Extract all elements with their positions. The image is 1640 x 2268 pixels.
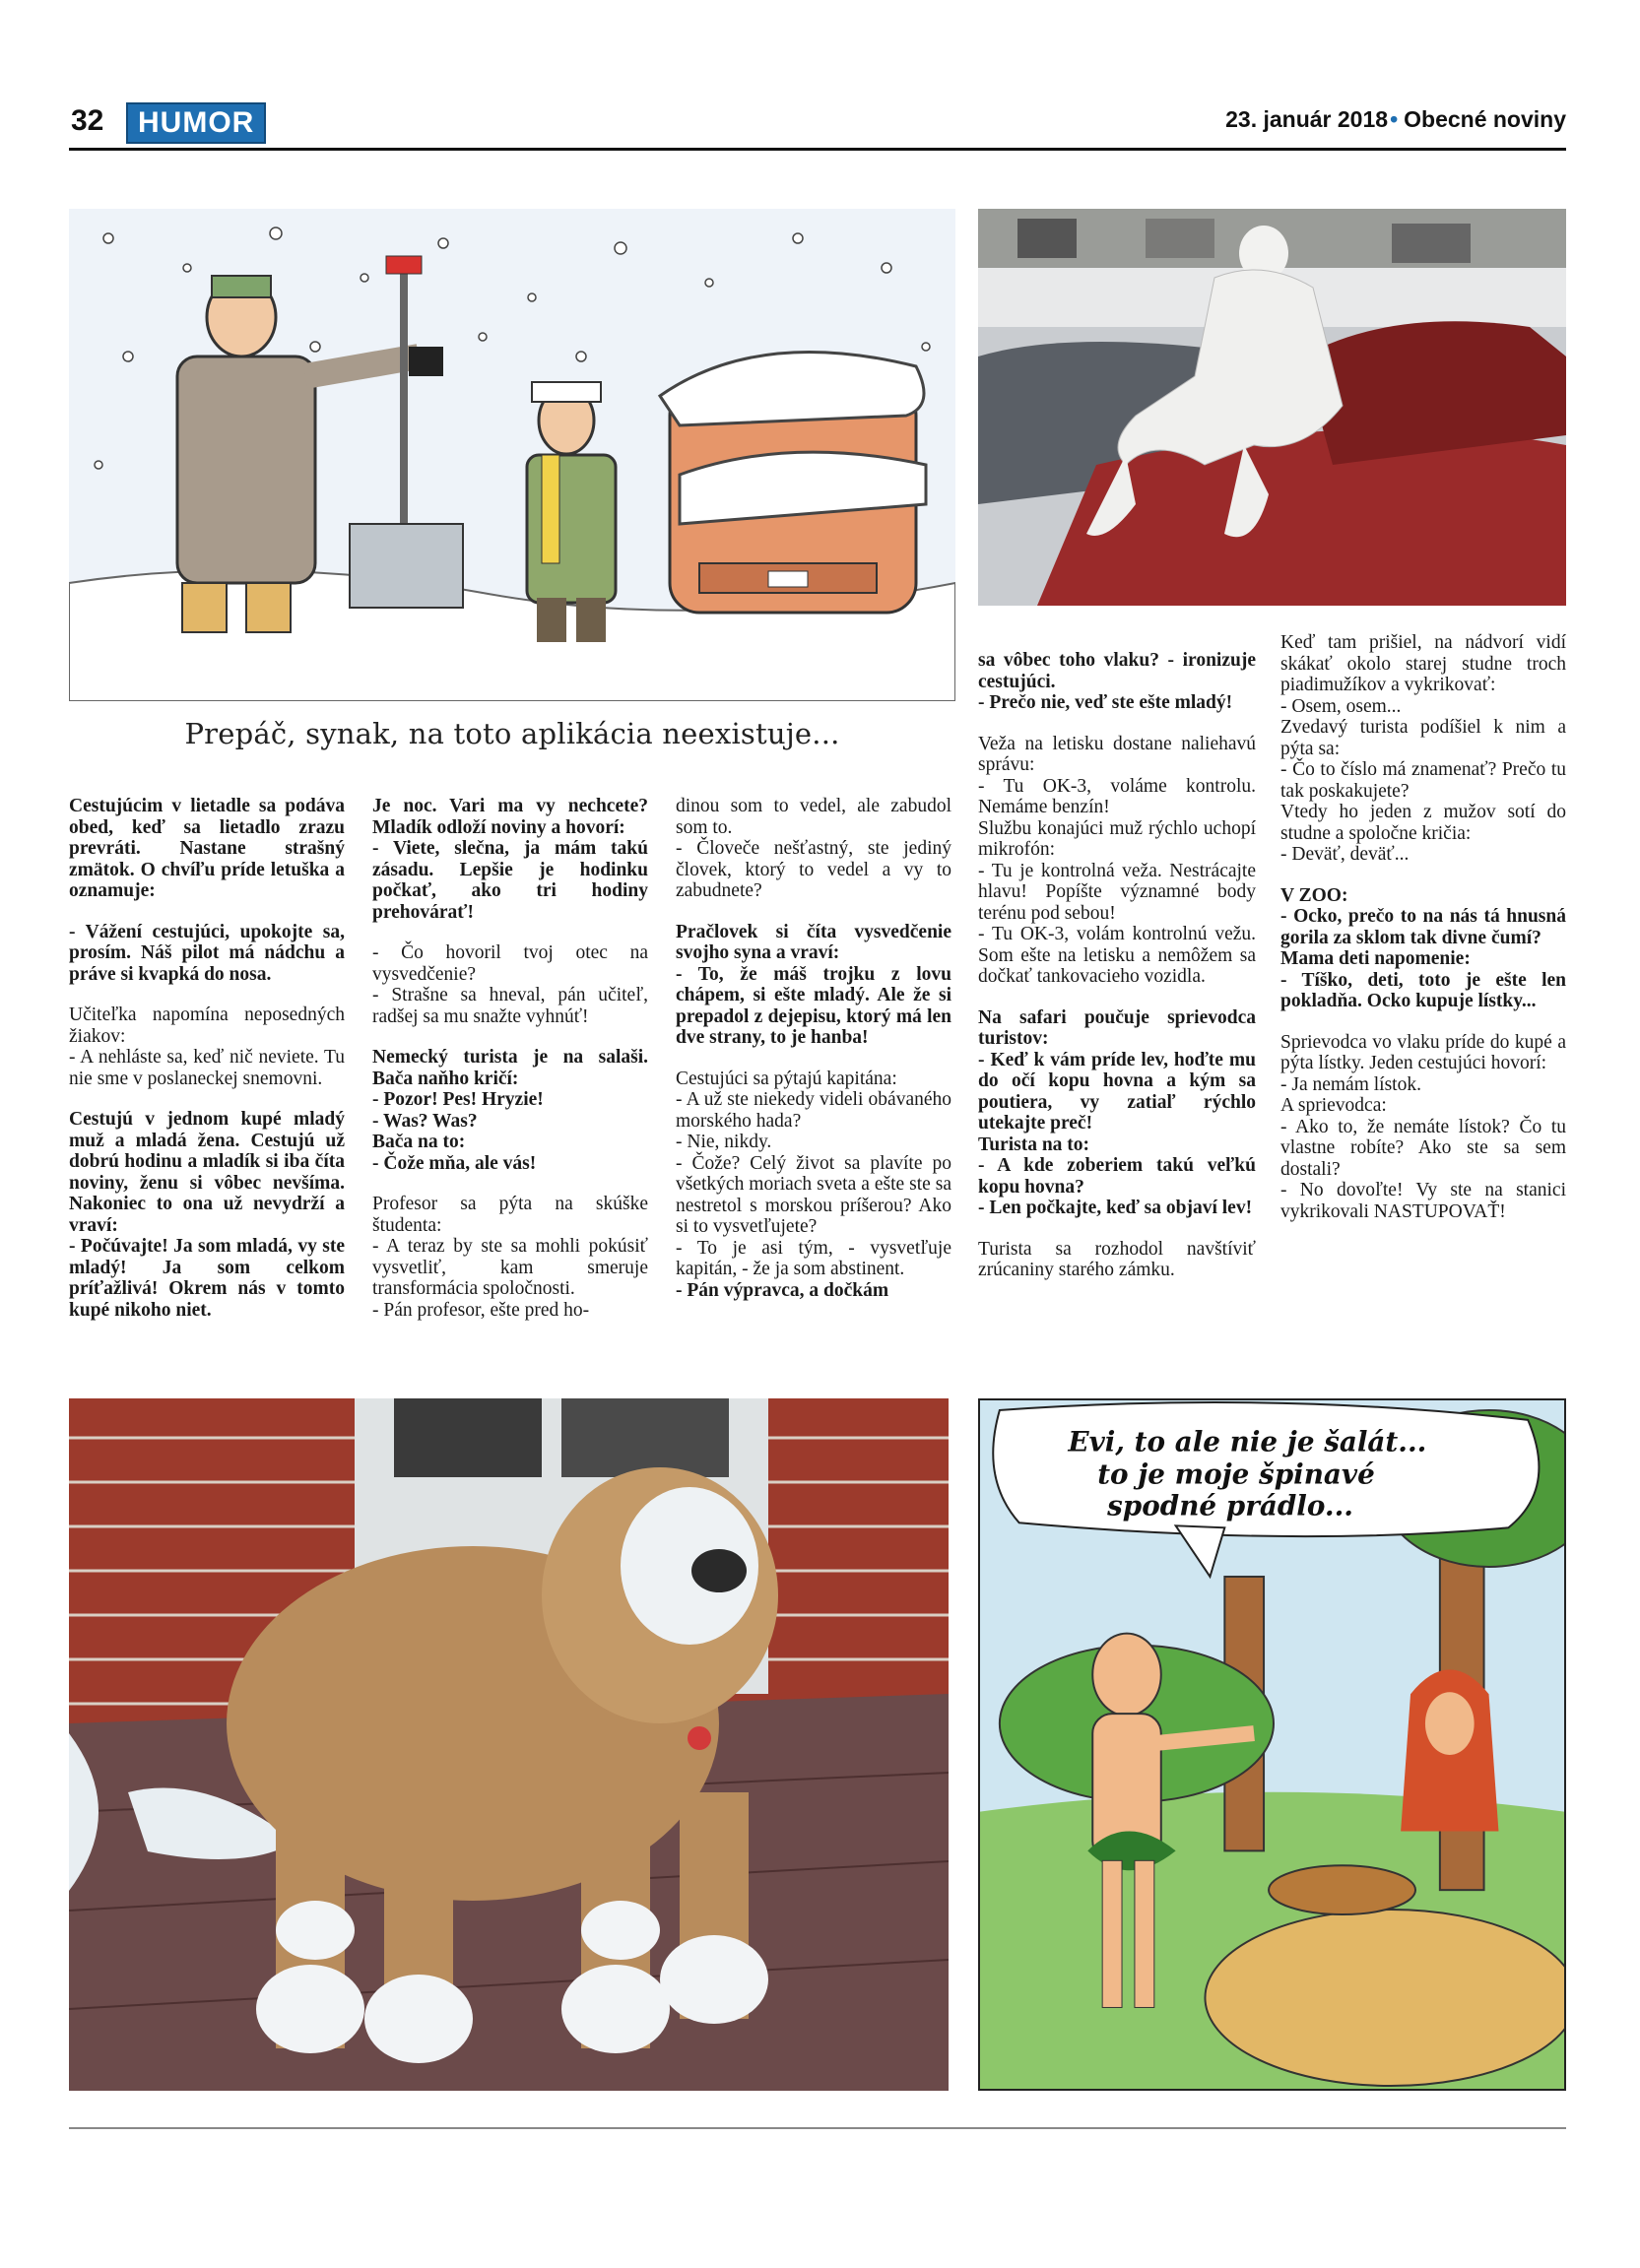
joke-paragraph: Cestujúci sa pýtajú kapitána: [676,1068,897,1089]
joke-paragraph: Cestujú v jednom kupé mladý muž a mladá žena. Cestujú už dobrú hodinu a mladík si iba číta noviny, ženu si vôbec nevšíma. Nakoniec to ona už nevydrží a vraví: [69,1109,345,1236]
joke-paragraph: Keď tam prišiel, na nádvorí vidí skákať okolo starej studne troch piadimužíkov a vykrikovať: [1280,632,1566,695]
joke-paragraph: - Strašne sa hneval, pán učiteľ, radšej sa mu snažte vyhnúť! [372,985,648,1027]
joke-paragraph: - Čože mňa, ale vás! [372,1152,537,1174]
joke-paragraph: - A nehláste sa, keď nič neviete. Tu nie sme v poslaneckej snemovni. [69,1047,345,1089]
joke-paragraph: - Keď k vám príde lev, hoďte mu do očí kopu hovna a kým sa poutiera, vy zatiaľ rýchlo utekajte preč! [978,1049,1256,1134]
text-column-4 [978,650,1256,1281]
joke-paragraph: Mama deti napomenie: [1280,948,1471,969]
joke-paragraph: - Tu OK-3, voláme kontrolu. Nemáme benzín! [978,775,1256,817]
joke-paragraph: - Viete, slečna, ja mám takú zásadu. Lepšie je hodinku počkať, ako tri hodiny prehovárať! [372,838,648,923]
joke-paragraph: sa vôbec toho vlaku? - ironizuje cestujúci. [978,650,1256,692]
joke-paragraph: - Pán profesor, ešte pred ho- [372,1299,590,1321]
joke-paragraph: Turista na to: [978,1134,1090,1155]
joke-paragraph: - Tu OK-3, volám kontrolnú vežu. Som ešte na letisku a nemôžem sa dočkať tankovacieho vozidla. [978,924,1256,987]
snowy-dog-photo [69,1398,949,2091]
joke-paragraph: - Pozor! Pes! Hryzie! [372,1089,544,1110]
comic-bubble-line: Evi, to ale nie je šalát... [1068,1425,1427,1458]
joke-paragraph: Pračlovek si číta vysvedčenie svojho syna a vraví: [676,921,951,963]
joke-paragraph: - Len počkajte, keď sa objaví lev! [978,1198,1253,1218]
joke-paragraph: Veža na letisku dostane naliehavú správu: [978,733,1256,775]
header-rule [69,148,1566,151]
joke-paragraph: - Človeče nešťastný, ste jediný človek, ktorý to vedel a vy to zabudnete? [676,838,951,901]
joke-paragraph: Je noc. Vari ma vy nechcete? Mladík odloží noviny a hovorí: [372,796,648,838]
joke-paragraph: - Was? Was? [372,1110,478,1132]
text-column-2 [372,796,648,1321]
joke-paragraph: Turista sa rozhodol navštíviť zrúcaniny starého zámku. [978,1238,1256,1280]
joke-paragraph: Vtedy ho jeden z mužov sotí do studne a spoločne kričia: [1280,802,1566,844]
joke-paragraph: - To je asi tým, - vysvetľuje kapitán, - že ja som abstinent. [676,1237,951,1279]
section-label: HUMOR [126,102,266,144]
joke-paragraph: - Počúvajte! Ja som mladá, vy ste mladý! Ja som celkom príťažlivá! Okrem nás v tomto kupé nikoho niet. [69,1236,345,1321]
joke-paragraph: - Ja nemám lístok. [1280,1073,1421,1095]
joke-paragraph: Bača na to: [372,1132,466,1152]
adam-eve-comic [978,1398,1566,2091]
snow-sculpture-photo [978,209,1566,606]
text-column-3 [676,796,951,1301]
comic-bubble-line: spodné prádlo... [1107,1489,1353,1523]
snow-shovel-cartoon [69,209,955,701]
joke-paragraph: Zvedavý turista podíšiel k nim a pýta sa: [1280,717,1566,759]
publication-name: Obecné noviny [1404,106,1566,132]
cartoon-caption: Prepáč, synak, na toto aplikácia neexistuje... [184,717,840,750]
joke-paragraph: - Ocko, prečo to na nás tá hnusná gorila za sklom tak divne čumí? [1280,906,1566,948]
joke-paragraph: - A teraz by ste sa mohli pokúsiť vysvetliť, kam smeruje transformácia spoločnosti. [372,1236,648,1299]
joke-paragraph: - Pán výpravca, a dočkám [676,1279,889,1301]
joke-paragraph: - No dovoľte! Vy ste na stanici vykrikovali NASTUPOVAŤ! [1280,1180,1566,1222]
joke-paragraph: A sprievodca: [1280,1095,1387,1116]
joke-paragraph: - A už ste niekedy videli obávaného morského hada? [676,1089,951,1132]
joke-paragraph: - Osem, osem... [1280,695,1402,717]
joke-paragraph: - Nie, nikdy. [676,1132,772,1152]
joke-paragraph: - Čo hovoril tvoj otec na vysvedčenie? [372,942,648,985]
joke-paragraph: - Čo to číslo má znamenať? Prečo tu tak poskakujete? [1280,759,1566,802]
joke-paragraph: - Vážení cestujúci, upokojte sa, prosím. Náš pilot má nádchu a práve si kvapká do nosa. [69,921,345,985]
comic-bubble-line: to je moje špinavé [1097,1458,1375,1491]
joke-paragraph: - Tíško, deti, toto je ešte len pokladňa. Ocko kupuje lístky... [1280,969,1566,1011]
joke-paragraph: Cestujúcim v lietadle sa podáva obed, keď sa lietadlo zrazu prevráti. Nastane strašný zmätok. O chvíľu príde letuška a oznamuje: [69,796,345,901]
joke-paragraph: - Ako to, že nemáte lístok? Čo tu vlastne robíte? Ako ste sa sem dostali? [1280,1116,1566,1180]
joke-paragraph: - Prečo nie, veď ste ešte mladý! [978,692,1233,713]
issue-info [1225,106,1566,133]
joke-paragraph: dinou som to vedel, ale zabudol som to. [676,796,951,838]
page-number: 32 [71,104,104,137]
text-column-1 [69,796,345,1321]
joke-paragraph: Profesor sa pýta na skúške študenta: [372,1194,648,1236]
joke-paragraph: - To, že máš trojku z lovu chápem, si ešte mladý. Ale že si prepadol z dejepisu, ktorý má len dve strany, to je hanba! [676,963,951,1048]
issue-date: 23. január 2018 [1225,106,1389,132]
text-column-5 [1280,632,1566,1222]
joke-paragraph: Službu konajúci muž rýchlo uchopí mikrofón: [978,817,1256,860]
joke-paragraph: V ZOO: [1280,884,1348,906]
page-header [69,98,1566,150]
joke-paragraph: Na safari poučuje sprievodca turistov: [978,1006,1256,1049]
joke-paragraph: - A kde zoberiem takú veľkú kopu hovna? [978,1155,1256,1198]
joke-paragraph: - Čože? Celý život sa plavíte po všetkých moriach sveta a ešte ste sa nestretol s morskou príšerou? Ako si to vysvetľujete? [676,1152,951,1237]
joke-paragraph: - Tu je kontrolná veža. Nestrácajte hlavu! Popíšte významné body terénu pod sebou! [978,860,1256,924]
joke-paragraph: - Deväť, deväť... [1280,844,1410,865]
joke-paragraph: Sprievodca vo vlaku príde do kupé a pýta lístky. Jeden cestujúci hovorí: [1280,1031,1566,1073]
footer-rule [69,2127,1566,2129]
joke-paragraph: Nemecký turista je na salaši. Bača naňho kričí: [372,1047,648,1089]
joke-paragraph: Učiteľka napomína neposedných žiakov: [69,1004,345,1047]
separator-dot: • [1390,106,1399,132]
